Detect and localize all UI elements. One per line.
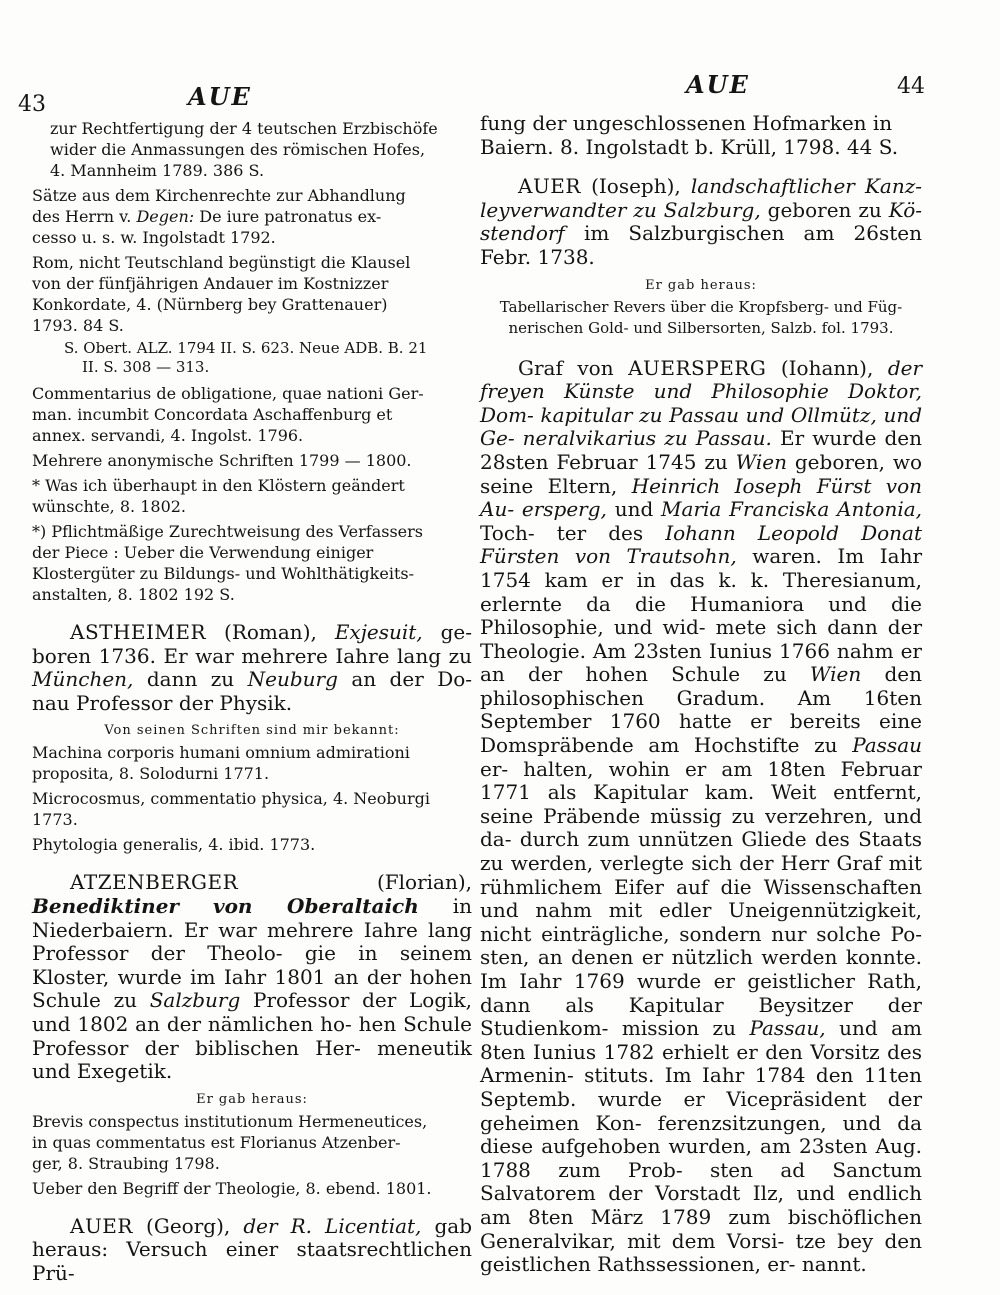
text-span: Humaniora und die Philosophie, und wid-	[480, 591, 923, 640]
text-span: zu	[448, 643, 473, 668]
text-span: der Logik, und 1802 an der nämlichen ho-	[32, 988, 472, 1036]
text-span: tze bey den geistlichen Rathssessionen, er-	[480, 1228, 922, 1277]
text-line: II. S. 308 — 313.	[82, 358, 210, 376]
text-span: an der Do-	[351, 667, 473, 692]
italic-name: Degen:	[136, 207, 195, 226]
text-span: heraus: Versuch einer staatsrechtlichen Prü-	[32, 1237, 472, 1285]
text-span: gab	[434, 1213, 473, 1238]
text-span: nicht einträgliche, sondern nur solche Po-	[480, 921, 922, 946]
text-span: mission zu	[621, 1016, 736, 1041]
text-span: Im Iahr 1769 wurde er geistlicher Rath,	[480, 969, 922, 993]
bibliography-item	[32, 1111, 472, 1174]
entry-name: AUERSPERG	[628, 355, 767, 380]
bibliography-item	[32, 185, 472, 248]
continuation-block	[32, 118, 472, 181]
italic-title: leyverwandter zu Salzburg,	[480, 197, 761, 222]
text-line: fung der ungeschlossenen Hofmarken in	[480, 111, 893, 135]
text-span: mehrere Iahre lang Professor der Theolo-	[32, 917, 473, 966]
italic-title: Benediktiner	[32, 893, 179, 918]
italic-place: Wien	[809, 662, 862, 687]
works-heading: Er gab heraus:	[196, 1091, 308, 1107]
text-line: von der fünfjährigen Andauer im Kostnizzer	[32, 274, 389, 293]
text-span: hen Schule Professor der biblischen Her-	[32, 1011, 473, 1060]
text-span: De iure patronatus ex-	[199, 207, 382, 226]
page-number-left: 43	[18, 92, 46, 117]
text-span: und nahm mit edler Uneigennützigkeit,	[480, 898, 922, 923]
works-heading: Er gab heraus:	[645, 277, 757, 293]
entry-name: ATZENBERGER	[70, 870, 239, 895]
text-span: Iunius 1766 nahm er an der hohen Schule	[480, 638, 922, 687]
italic-place: Passau	[852, 733, 923, 758]
bibliography-item	[480, 297, 922, 339]
text-line: der Piece : Ueber die Verwendung einiger	[32, 543, 374, 562]
text-line: Sätze aus dem Kirchenrechte zur Abhandlung	[32, 186, 406, 205]
text-line: proposita, 8. Solodurni 1771.	[32, 764, 270, 784]
text-line: 1773.	[32, 810, 78, 830]
text-line: Rom, nicht Teutschland begünstigt die Klausel	[32, 253, 411, 272]
text-line: in quas commentatus est Florianus Atzenber-	[32, 1132, 401, 1152]
text-line: Microcosmus, commentatio physica, 4. Neoburgi	[32, 789, 430, 809]
text-span: Toch-	[480, 520, 535, 545]
text-span: sten ad Sanctum Salvatorem der Vorstadt	[480, 1157, 922, 1206]
italic-place: stendorf	[480, 221, 565, 246]
italic-name: Heinrich Ioseph Fürst von Au-	[480, 473, 922, 522]
text-line: wider die Anmassungen des römischen Hofes,	[50, 140, 426, 159]
text-line: * Was ich überhaupt in den Klöstern geändert	[32, 476, 405, 495]
bibliography-item	[32, 788, 472, 830]
italic-place: Salzburg	[149, 988, 241, 1013]
italic-place: München,	[32, 667, 134, 692]
italic-name: ersperg,	[521, 497, 607, 522]
text-span: 1782 erhielt er den Vorsitz des Armenin-	[480, 1039, 923, 1088]
text-span: 28sten Februar 1745 zu	[480, 449, 728, 474]
italic-place: Neuburg	[247, 667, 338, 692]
text-line: Mehrere anonymische Schriften 1799 — 1800.	[32, 451, 412, 470]
italic-title: freyen Künste und Philosophie Doktor, Dom-	[480, 379, 922, 427]
text-span: boren 1736. Er war mehrere Iahre lang	[32, 643, 442, 668]
italic-place: Wien	[735, 449, 787, 474]
text-span: 16ten September 1760 hatte er bereits eine	[480, 685, 922, 734]
bibliography-item	[32, 383, 472, 446]
text-line: Brevis conspectus institutionum Hermeneutices,	[32, 1111, 428, 1131]
entry-atzenberger	[32, 871, 472, 1083]
italic-title: der R. Licentiat,	[243, 1213, 422, 1238]
text-line: Ueber den Begriff der Theologie, 8. ebend. 1801.	[32, 1178, 432, 1198]
text-span: waren. Im Iahr 1754 kam er	[480, 544, 923, 592]
text-span: den philosophischen Gradum. Am	[480, 662, 922, 710]
running-head-right: AUE	[686, 70, 750, 99]
text-line: 1793. 84 S.	[32, 316, 124, 335]
text-line: nerischen Gold- und Silbersorten, Salzb. fol. 1793.	[508, 318, 894, 337]
bibliography-item	[32, 252, 472, 336]
text-span: wurde er Vicepräsident der geheimen Kon-	[480, 1086, 923, 1135]
text-span: halten, wohin er am 18ten Februar 1771	[480, 756, 922, 805]
entry-auer-georg	[32, 1215, 472, 1286]
text-span: und	[614, 497, 654, 522]
italic-place: Kö-	[888, 197, 922, 222]
text-line: Baiern. 8. Ingolstadt b. Krüll, 1798. 44 S.	[480, 134, 899, 159]
italic-name: Trautsohn,	[626, 544, 737, 569]
text-span: bischöflichen Generalvikar, mit dem Vorsi-	[480, 1204, 923, 1253]
running-head-left: AUE	[188, 82, 252, 111]
text-span: sten, an denen er nützlich werden konnte.	[480, 945, 922, 970]
text-line: cesso u. s. w. Ingolstadt 1792.	[32, 228, 276, 247]
text-span: (Georg),	[146, 1213, 231, 1238]
text-span: ter des	[556, 520, 644, 545]
text-line: 4. Mannheim 1789. 386 S.	[50, 161, 265, 180]
text-span: dann als Kapitular Beysitzer der Studienkom-	[480, 992, 922, 1041]
page-number-right: 44	[897, 74, 925, 99]
entry-name: AUER	[70, 1213, 133, 1238]
entry-auersperg	[480, 357, 922, 1277]
entry-name: ASTHEIMER	[70, 620, 207, 644]
bibliography-item	[32, 1178, 472, 1199]
text-span: an der hohen Schule zu	[32, 964, 472, 1013]
text-span: nannt.	[801, 1252, 867, 1277]
entry-astheimer	[32, 621, 472, 715]
text-span: dann zu	[146, 667, 235, 692]
text-span: wurden, am 23sten Aug. 1788 zum Prob-	[480, 1134, 922, 1182]
text-span: im Salzburgischen am 26sten Febr.	[480, 221, 923, 269]
text-span: stituts. Im Iahr 1784 den 11ten Septemb.	[480, 1063, 922, 1111]
text-span: Ilz, und endlich am 8ten März 1789 zum	[480, 1181, 923, 1229]
text-span: 1738.	[537, 244, 595, 269]
text-span: geboren, wo	[794, 449, 923, 474]
text-span: seine Eltern,	[480, 473, 618, 498]
italic-place: Passau,	[749, 1016, 826, 1041]
text-line: annex. servandi, 4. Ingolst. 1796.	[32, 426, 304, 445]
text-span: (Florian),	[376, 870, 472, 895]
text-span: Graf von	[518, 355, 614, 380]
bibliography-item	[32, 834, 472, 855]
italic-title: landschaftlicher Kanz-	[690, 174, 923, 199]
text-line: Commentarius de obligatione, quae nationi Ger-	[32, 384, 424, 403]
works-heading: Von seinen Schriften sind mir bekannt:	[104, 723, 400, 739]
italic-title: von Oberaltaich	[212, 893, 419, 918]
bibliography-item	[32, 521, 472, 605]
italic-title: der	[887, 355, 923, 380]
text-span: nau Professor der Physik.	[32, 690, 293, 715]
bibliography-item	[32, 742, 472, 784]
bibliography-item	[32, 450, 472, 471]
italic-title: neralvikarius zu Passau.	[522, 426, 772, 451]
text-line: ger, 8. Straubing 1798.	[32, 1153, 220, 1173]
entry-name: AUER	[518, 174, 581, 199]
text-line: Machina corporis humani omnium admirationi	[32, 743, 410, 763]
text-span: in Niederbaiern. Er war	[32, 893, 473, 942]
text-span: geboren zu	[767, 197, 882, 222]
text-span: rühmlichem Eifer auf die Wissenschaften	[480, 874, 922, 899]
text-line: wünschte, 8. 1802.	[32, 497, 187, 516]
text-line: Klostergüter zu Bildungs- und Wohlthätigkeits-	[32, 564, 414, 583]
entry-auer-joseph	[480, 175, 922, 269]
text-line: man. incumbit Concordata Aschaffenburg et	[32, 405, 393, 424]
continuation-block	[480, 112, 922, 159]
text-line: Phytologia generalis, 4. ibid. 1773.	[32, 835, 316, 855]
text-span: (Ioseph),	[591, 174, 681, 199]
text-line: *) Pflichtmäßige Zurechtweisung des Verfassers	[32, 522, 423, 541]
text-span: Professor	[252, 988, 350, 1013]
text-line: S. Obert. ALZ. 1794 II. S. 623. Neue ADB. B. 21	[64, 339, 428, 357]
italic-name: Iohann Leopold Donat Fürsten von	[480, 520, 923, 569]
text-span: er-	[480, 756, 509, 781]
text-span: (Iohann),	[780, 355, 874, 380]
text-span: mete sich dann der Theologie. Am 23sten	[480, 615, 923, 663]
review-note	[32, 339, 472, 377]
text-span: ge-	[440, 620, 473, 644]
text-span: und am 8ten Iunius	[480, 1016, 923, 1064]
text-line: anstalten, 8. 1802 192 S.	[32, 585, 235, 604]
text-line: Konkordate, 4. (Nürnberg bey Grattenauer)	[32, 295, 388, 314]
text-span: in das k. k. Theresianum, erlernte da die	[480, 567, 922, 616]
text-span: Domspräbende am Hochstifte zu	[480, 733, 838, 758]
text-line: zur Rechtfertigung der 4 teutschen Erzbischöfe	[50, 119, 438, 138]
text-line: Tabellarischer Revers über die Kropfsberg- und Füg-	[499, 297, 903, 316]
text-span: als Kapitular kam. Weit entfernt, seine	[480, 780, 923, 828]
text-span: meneutik und Exegetik.	[32, 1035, 473, 1084]
left-column	[32, 112, 472, 1292]
italic-title: kapitular zu Passau und Ollmütz, und Ge-	[480, 402, 923, 451]
italic-span: Exjesuit,	[334, 620, 423, 644]
italic-name: Maria Franciska Antonia,	[661, 497, 922, 522]
text-span: zu	[763, 662, 787, 687]
text-span: werden, verlegte sich der Herr Graf mit	[510, 851, 923, 876]
text-span: durch zum unnützen Gliede des Staats zu	[480, 827, 922, 876]
text-span: Präbende müssig zu verzehren, und da-	[480, 803, 923, 852]
text-span: des Herrn v.	[32, 207, 132, 226]
text-span: Er wurde den	[779, 426, 923, 451]
text-span: gie in seinem Kloster, wurde im Iahr 1801	[32, 941, 472, 989]
right-column	[480, 112, 922, 1283]
bibliography-item	[32, 475, 472, 517]
text-span: (Roman),	[224, 620, 317, 644]
text-span: ferenzsitzungen, und da diese aufgehoben	[480, 1110, 923, 1159]
